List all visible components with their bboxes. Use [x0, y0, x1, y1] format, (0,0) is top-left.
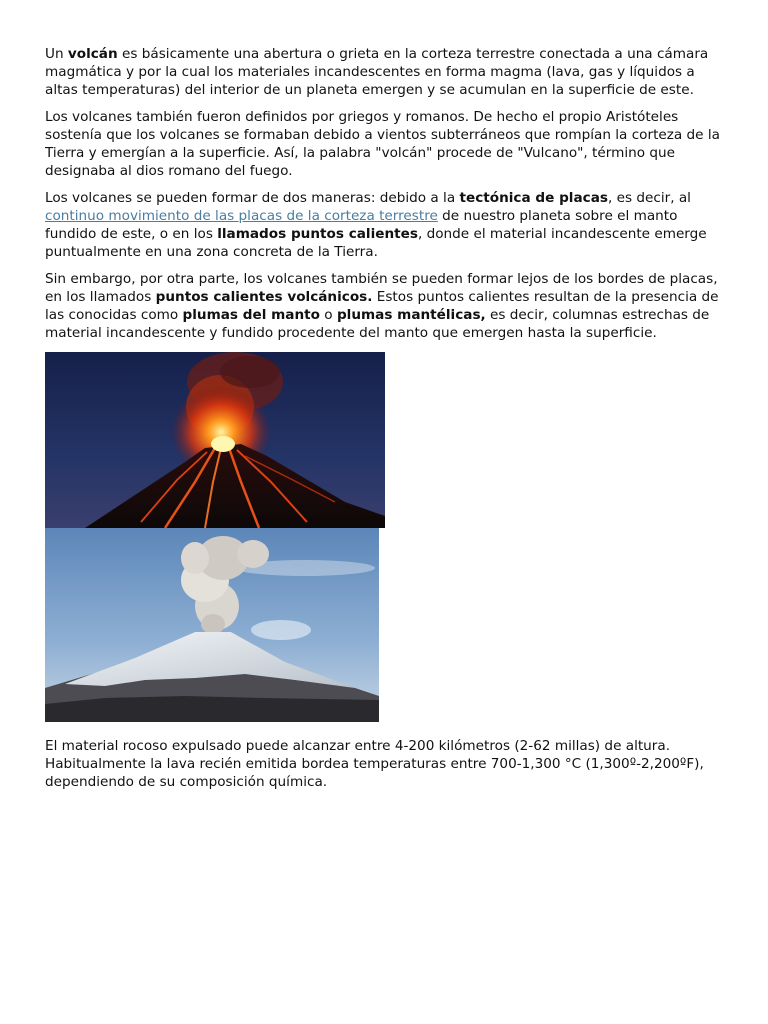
snowy-volcano-ash-plume-image	[45, 528, 725, 727]
bold-term: tectónica de placas	[459, 190, 608, 206]
text-segment: , es decir, al	[607, 190, 691, 206]
text-segment: es decir, columnas estrechas de material incandescente y fundido procedente del manto que emergen hasta la superficie.	[45, 307, 710, 341]
closing-paragraph	[45, 737, 725, 791]
body-paragraph	[45, 189, 725, 261]
text-segment: es básicamente una abertura o grieta en la corteza terrestre conectada a una cámara magmática y por la cual los materiales incandescentes en forma magma (lava, gas y líquidos a altas temperaturas) del interior de un planeta emergen y se acumulan en la superficie de este.	[45, 46, 709, 98]
closing-paragraph	[45, 737, 725, 791]
erupting-volcano-night-image	[45, 352, 725, 528]
text-segment: Sin embargo, por otra parte, los volcanes también se pueden formar lejos de los bordes de placas, en los llamados	[45, 271, 718, 305]
text-segment: El material rocoso expulsado puede alcanzar entre 4-200 kilómetros (2-62 millas) de altura. Habitualmente la lava recién emitida bordea temperaturas entre 700-1,300 °C (1,300º-2,200ºF), dependiendo de su composición química.	[45, 738, 704, 790]
text-segment: , donde el material incandescente emerge puntualmente en una zona concreta de la Tierra.	[45, 226, 707, 260]
text-segment: Un	[45, 46, 68, 62]
text-segment: o	[319, 307, 337, 323]
text-segment: Los volcanes se pueden formar de dos maneras: debido a la	[45, 190, 460, 206]
body-paragraph	[45, 45, 725, 99]
bold-term: volcán	[67, 46, 118, 62]
text-segment: Los volcanes también fueron definidos por griegos y romanos. De hecho el propio Aristóteles sostenía que los volcanes se formaban debido a vientos subterráneos que rompían la corteza de la Tierra y emergían a la superficie. Así, la palabra "volcán" procede de "Vulcano", término que designaba al dios romano del fuego.	[45, 109, 720, 179]
text-segment: de nuestro planeta sobre el manto fundido de este, o en los	[45, 208, 678, 242]
article-link[interactable]: continuo movimiento de las placas de la corteza terrestre	[45, 208, 438, 224]
text-segment: Estos puntos calientes resultan de la presencia de las conocidas como	[45, 289, 719, 323]
body-paragraph	[45, 270, 725, 342]
bold-term: llamados puntos calientes	[217, 226, 418, 242]
article-body	[45, 45, 725, 800]
bold-term: puntos calientes volcánicos.	[155, 289, 373, 305]
bold-term: plumas mantélicas,	[336, 307, 486, 323]
bold-term: plumas del manto	[182, 307, 320, 323]
intro-paragraphs	[45, 45, 725, 342]
body-paragraph	[45, 108, 725, 180]
